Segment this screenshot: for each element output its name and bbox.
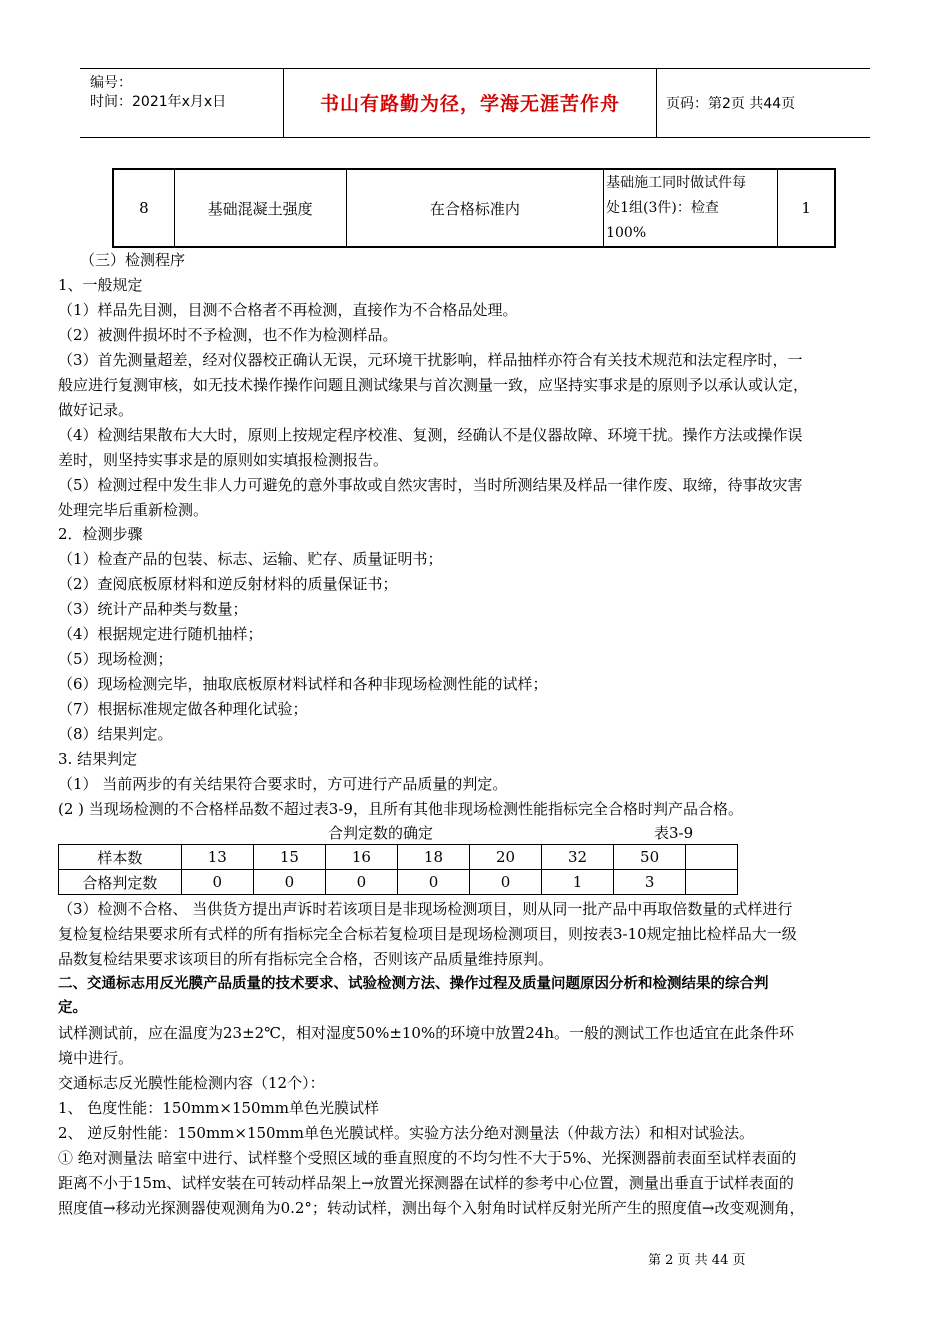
table-cell: 合格判定数 <box>59 870 182 895</box>
table-row <box>113 169 835 247</box>
page-header <box>80 68 870 138</box>
paragraph: 照度值→移动光探测器使观测角为0.2°；转动试样，测出每个入射角时试样反射光所产生的照度值→改变观测角， <box>58 1199 805 1217</box>
list-item: （8）结果判定。 <box>58 725 173 743</box>
table-cell: 1 <box>542 870 614 895</box>
list-item: （7）根据标准规定做各种理化试验； <box>58 700 308 718</box>
table-cell-method <box>604 169 778 247</box>
table-row <box>59 870 738 895</box>
list-item: （5）现场检测； <box>58 650 173 668</box>
table-number: 表3-9 <box>654 824 694 842</box>
list-item: （6）现场检测完毕，抽取底板原材料试样和各种非现场检测性能的试样； <box>58 675 548 693</box>
table-cell-standard: 在合格标准内 <box>346 169 603 247</box>
table-cell-item: 基础混凝土强度 <box>174 169 346 247</box>
table-cell <box>686 845 738 870</box>
subsection-heading: 1、一般规定 <box>58 276 143 294</box>
table-cell: 13 <box>181 845 253 870</box>
inspection-table <box>112 168 836 248</box>
paragraph: 做好记录。 <box>58 401 134 419</box>
doc-number-label: 编号： <box>90 75 132 91</box>
table-cell: 50 <box>614 845 686 870</box>
paragraph: （2）被测件损坏时不予检测，也不作为检测样品。 <box>58 326 398 344</box>
list-item: （1）检查产品的包装、标志、运输、贮存、质量证明书； <box>58 550 443 568</box>
header-motto: 书山有路勤为径，学海无涯苦作舟 <box>319 93 620 115</box>
paragraph: 处理完毕后重新检测。 <box>58 501 209 519</box>
section-heading: 二、交通标志用反光膜产品质量的技术要求、试验检测方法、操作过程及质量问题原因分析和检测结果的综合判 <box>58 976 769 992</box>
paragraph: （3）首先测量超差，经对仪器校正确认无误，元环境干扰影响，样品抽样亦符合有关技术规范和法定程序时，一 <box>58 351 803 369</box>
paragraph: (2 ) 当现场检测的不合格样品数不超过表3-9，且所有其他非现场检测性能指标完全合格时判产品合格。 <box>58 800 743 818</box>
section-heading: 定。 <box>58 1000 87 1016</box>
paragraph: 交通标志反光膜性能检测内容（12个）： <box>58 1074 325 1092</box>
page-footer: 第 2 页 共 44 页 <box>648 1253 746 1268</box>
table-cell: 样本数 <box>59 845 182 870</box>
table-row <box>59 845 738 870</box>
paragraph: ① 绝对测量法 暗室中进行、试样整个受照区域的垂直照度的不均匀性不大于5%、光探测器前表面至试样表面的 <box>58 1149 797 1167</box>
table-cell: 0 <box>325 870 397 895</box>
list-item: 1、 色度性能：150mm×150mm单色光膜试样 <box>58 1099 380 1117</box>
header-page-info: 页码：第2页 共44页 <box>666 96 796 112</box>
method-line: 100% <box>606 224 647 241</box>
table-cell: 15 <box>253 845 325 870</box>
paragraph: （5）检测过程中发生非人力可避免的意外事故或自然灾害时，当时所测结果及样品一律作废、取缔，待事故灾害 <box>58 476 803 494</box>
acceptance-table <box>58 844 738 895</box>
date-label: 时间：2021年x月x日 <box>90 94 227 110</box>
table-caption: 合判定数的确定 <box>328 824 434 842</box>
header-divider <box>283 69 284 137</box>
method-line: 基础施工同时做试件每 <box>606 174 747 191</box>
table-cell-count: 1 <box>778 169 835 247</box>
table-cell: 0 <box>253 870 325 895</box>
paragraph: 品数复检结果要求该项目的所有指标完全合格，否则该产品质量维持原判。 <box>58 950 554 968</box>
table-cell <box>686 870 738 895</box>
table-cell: 0 <box>469 870 541 895</box>
paragraph: （1） 当前两步的有关结果符合要求时，方可进行产品质量的判定。 <box>58 775 508 793</box>
table-cell: 18 <box>397 845 469 870</box>
list-item: 2、 逆反射性能：150mm×150mm单色光膜试样。实验方法分绝对测量法（仲裁方法）和相对试验法。 <box>58 1124 755 1142</box>
paragraph: 距离不小于15m、试样安装在可转动样品架上→放置光探测器在试样的参考中心位置，测量出垂直于试样表面的 <box>58 1174 794 1192</box>
paragraph: （4）检测结果散布大大时，原则上按规定程序校准、复测，经确认不是仪器故障、环境干扰。操作方法或操作误 <box>58 426 803 444</box>
paragraph: （1）样品先目测，目测不合格者不再检测，直接作为不合格品处理。 <box>58 301 518 319</box>
subsection-heading: 2．检测步骤 <box>58 525 143 543</box>
header-divider <box>656 69 657 137</box>
table-cell: 0 <box>181 870 253 895</box>
paragraph: 复检复检结果要求所有式样的所有指标完全合标若复检项目是现场检测项目，则按表3-10规定抽比检样品大一级 <box>58 925 797 943</box>
section-heading: （三）检测程序 <box>80 251 186 269</box>
paragraph: 试样测试前，应在温度为23±2℃，相对湿度50%±10%的环境中放置24h。一般的测试工作也适宜在此条件环 <box>58 1024 794 1042</box>
table-cell: 20 <box>469 845 541 870</box>
subsection-heading: 3. 结果判定 <box>58 750 138 768</box>
table-cell: 16 <box>325 845 397 870</box>
list-item: （2）查阅底板原材料和逆反射材料的质量保证书； <box>58 575 398 593</box>
table-cell-no: 8 <box>113 169 174 247</box>
paragraph: 差时，则坚持实事求是的原则如实填报检测报告。 <box>58 451 389 469</box>
paragraph: 般应进行复测审核，如无技术操作操作问题且测试缘果与首次测量一致，应坚持实事求是的原则予以承认或认定， <box>58 376 809 394</box>
list-item: （4）根据规定进行随机抽样； <box>58 625 263 643</box>
list-item: （3）统计产品种类与数量； <box>58 600 248 618</box>
paragraph: （3）检测不合格、 当供货方提出声诉时若该项目是非现场检测项目，则从同一批产品中再取倍数量的式样进行 <box>58 900 793 918</box>
table-cell: 0 <box>397 870 469 895</box>
method-line: 处1组(3件)：检查 <box>606 199 719 216</box>
paragraph: 境中进行。 <box>58 1049 134 1067</box>
table-cell: 3 <box>614 870 686 895</box>
table-cell: 32 <box>542 845 614 870</box>
